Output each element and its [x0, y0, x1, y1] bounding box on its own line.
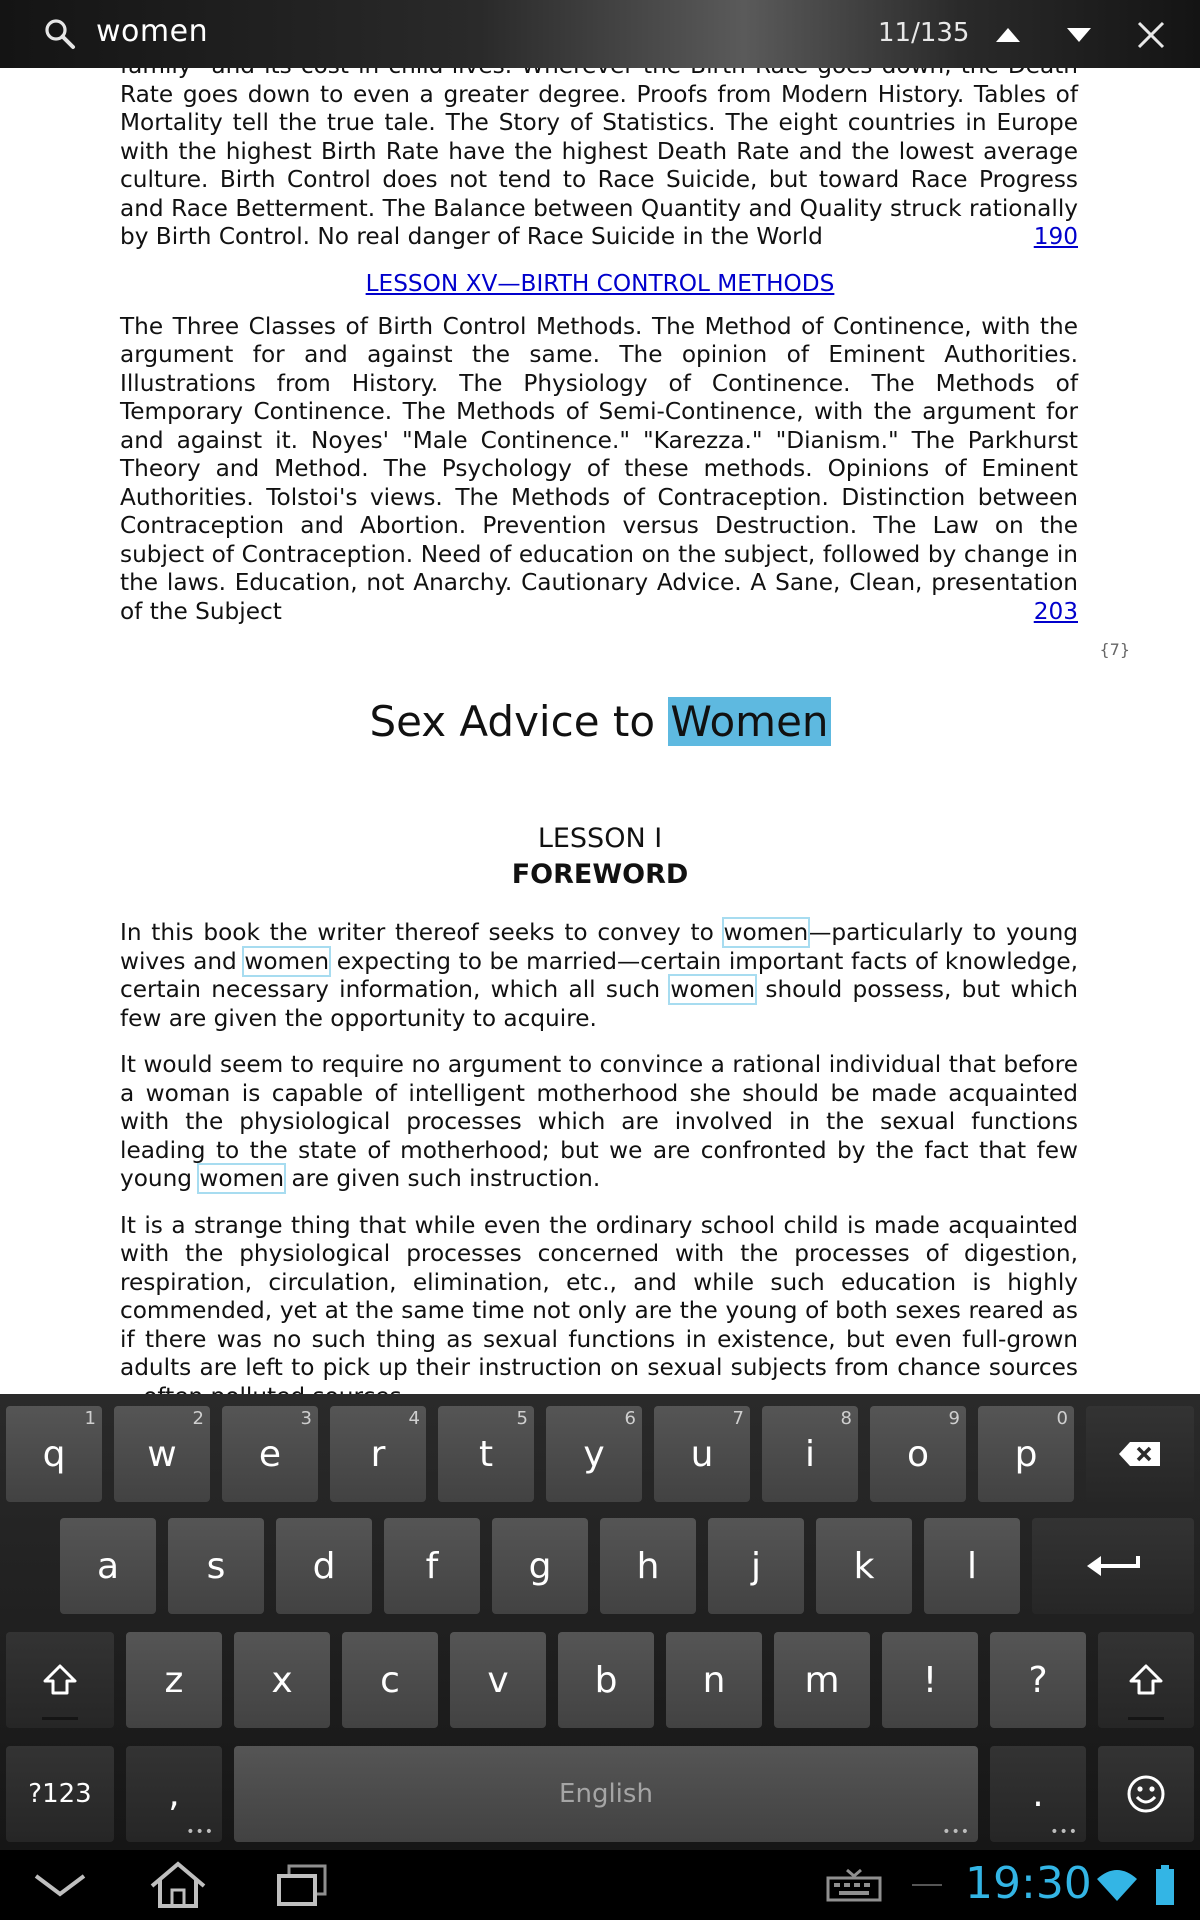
backspace-key[interactable] [1086, 1406, 1194, 1502]
current-search-match: Women [670, 697, 829, 746]
key-t[interactable] [438, 1406, 534, 1502]
more-keys-dots: ••• [942, 1824, 970, 1840]
key-exclamation[interactable]: ! [882, 1632, 978, 1728]
lesson14-summary [120, 52, 1078, 252]
recent-apps-button[interactable] [270, 1860, 334, 1910]
key-k[interactable]: k [816, 1518, 912, 1614]
key-hint: 4 [408, 1408, 420, 1429]
key-label: i [804, 1433, 815, 1475]
key-e[interactable] [222, 1406, 318, 1502]
enter-arrow-icon [1085, 1550, 1141, 1582]
key-label: w [147, 1433, 177, 1475]
book-title [0, 697, 1200, 757]
hide-keyboard-button[interactable] [28, 1860, 92, 1910]
paragraph-text: It would seem to require no argument to convince a rational individual that before a woman is capable of intelligent motherhood she should be made acquainted with the physiological processes which are involved in the sexual functions leading to the state of motherhood; but we are confronted by the fact that few young [120, 1051, 1078, 1192]
match-counter: 11/135 [878, 18, 970, 48]
key-l[interactable]: l [924, 1518, 1020, 1614]
emoji-key[interactable] [1098, 1746, 1194, 1842]
lesson-number: LESSON I [537, 823, 663, 854]
key-q[interactable] [6, 1406, 102, 1502]
backspace-icon [1118, 1440, 1162, 1468]
key-i[interactable] [762, 1406, 858, 1502]
key-hint: 1 [84, 1408, 96, 1429]
key-c[interactable]: c [342, 1632, 438, 1728]
key-hint: 0 [1056, 1408, 1068, 1429]
chevron-up-icon [993, 25, 1023, 45]
key-u[interactable] [654, 1406, 750, 1502]
paragraph-1 [120, 919, 1078, 1033]
search-match: women [670, 976, 756, 1003]
recent-apps-icon [275, 1862, 329, 1908]
key-label: r [370, 1433, 386, 1475]
key-label: t [478, 1433, 494, 1475]
key-n[interactable]: n [666, 1632, 762, 1728]
key-hint: 6 [624, 1408, 636, 1429]
wifi-icon [1094, 1860, 1140, 1910]
previous-match-button[interactable] [983, 10, 1033, 60]
key-label: e [258, 1433, 282, 1475]
comma-key[interactable] [126, 1746, 222, 1842]
chevron-down-icon [1064, 25, 1094, 45]
lesson14-summary-text: Rate goes down to even a greater degree. Proofs from Modern History. Tables of Mortality tell the true tale. The Story of Statistics. The eight countries in Europe with the highest Birth Rate have the highest Death Rate and the lowest average culture. Birth Control does not tend to Race Suicide, but toward Race Progress and Race Betterment. The Balance between Quantity and Quality struck rationally by Birth Control. No real danger of Race Suicide in the World [120, 80, 1078, 250]
paragraph-text: —particularly to young wives and [120, 919, 1079, 975]
system-navigation-bar [0, 1850, 1200, 1920]
keyboard-status-icon [822, 1860, 886, 1910]
key-r[interactable] [330, 1406, 426, 1502]
key-label: . [1032, 1773, 1044, 1815]
key-w[interactable] [114, 1406, 210, 1502]
chevron-down-icon [32, 1870, 88, 1900]
keyboard-icon [825, 1868, 883, 1902]
key-x[interactable]: x [234, 1632, 330, 1728]
symbols-key[interactable]: ?123 [6, 1746, 114, 1842]
status-divider [912, 1884, 942, 1886]
key-b[interactable]: b [558, 1632, 654, 1728]
search-bar [0, 0, 1200, 68]
key-label: q [42, 1433, 66, 1475]
key-f[interactable]: f [384, 1518, 480, 1614]
home-button[interactable] [146, 1860, 210, 1910]
book-content[interactable] [0, 68, 1200, 1394]
key-label: u [690, 1433, 714, 1475]
enter-key[interactable] [1032, 1518, 1194, 1614]
paragraph-text: expecting to be married—certain important facts of knowledge, certain necessary information, which all such [120, 947, 1078, 1003]
period-key[interactable] [990, 1746, 1086, 1842]
key-label: , [168, 1773, 180, 1815]
key-hint: 8 [840, 1408, 852, 1429]
search-match: women [723, 919, 809, 946]
key-question[interactable]: ? [990, 1632, 1086, 1728]
key-label: o [906, 1433, 930, 1475]
search-icon [42, 16, 78, 52]
search-input[interactable]: women [96, 14, 209, 49]
key-j[interactable]: j [708, 1518, 804, 1614]
key-y[interactable] [546, 1406, 642, 1502]
lesson-name: FOREWORD [511, 859, 689, 890]
next-match-button[interactable] [1054, 10, 1104, 60]
key-hint: 9 [948, 1408, 960, 1429]
more-keys-dots: ••• [1050, 1824, 1078, 1840]
shift-arrow-icon [42, 1663, 78, 1697]
more-keys-dots: ••• [186, 1824, 214, 1840]
page-marker: {7} [1099, 640, 1130, 659]
shift-arrow-icon [1128, 1663, 1164, 1697]
paragraph-text: should possess, but which few are given the opportunity to acquire. [120, 976, 1078, 1032]
key-v[interactable]: v [450, 1632, 546, 1728]
space-key-label: English [559, 1779, 653, 1809]
key-d[interactable]: d [276, 1518, 372, 1614]
smiley-icon [1126, 1774, 1166, 1814]
search-match: women [244, 947, 330, 975]
space-key[interactable] [234, 1746, 978, 1842]
key-m[interactable]: m [774, 1632, 870, 1728]
close-icon [1135, 19, 1167, 51]
key-o[interactable] [870, 1406, 966, 1502]
battery-icon [1150, 1860, 1180, 1910]
lesson15-summary [120, 313, 1078, 627]
page-link-190[interactable]: 190 [1033, 223, 1078, 250]
soft-keyboard [0, 1394, 1200, 1850]
key-hint: 7 [732, 1408, 744, 1429]
paragraph-text: In this book the writer thereof seeks to convey to [120, 919, 724, 946]
close-search-button[interactable] [1126, 10, 1176, 60]
page-link-203[interactable]: 203 [1033, 597, 1078, 625]
lesson15-link[interactable]: LESSON XV—BIRTH CONTROL METHODS [365, 269, 835, 297]
key-g[interactable]: g [492, 1518, 588, 1614]
status-clock: 19:30 [965, 1858, 1092, 1909]
key-label: y [583, 1433, 605, 1475]
key-label: p [1014, 1433, 1038, 1475]
key-hint: 3 [300, 1408, 312, 1429]
key-h[interactable]: h [600, 1518, 696, 1614]
paragraph-text: are given such instruction. [284, 1165, 601, 1192]
paragraph-2 [120, 1051, 1078, 1194]
key-hint: 5 [516, 1408, 528, 1429]
shift-indicator [1128, 1717, 1164, 1720]
paragraph-3: It is a strange thing that while even the ordinary school child is made acquainted with the physiological processes concerned with the processes of digestion, respiration, circulation, elimination, etc., and while such education is highly commended, yet at the same time not only are the young of both sexes reared as if there was no such thing as sexual functions in existence, but even full-grown adults are left to pick up their instruction on sexual subjects from chance sources [120, 1211, 1078, 1381]
shift-key-right[interactable] [1098, 1632, 1194, 1728]
shift-indicator [42, 1717, 78, 1720]
key-z[interactable]: z [126, 1632, 222, 1728]
key-hint: 2 [192, 1408, 204, 1429]
key-s[interactable]: s [168, 1518, 264, 1614]
key-p[interactable] [978, 1406, 1074, 1502]
key-a[interactable]: a [60, 1518, 156, 1614]
shift-key-left[interactable] [6, 1632, 114, 1728]
home-icon [148, 1860, 208, 1910]
search-match: women [199, 1165, 285, 1192]
lesson15-summary-text: The Three Classes of Birth Control Methods. The Method of Continence, with the argument for and against the same. The opinion of Eminent Authorities. Illustrations from History. The Physiology of Continence. The Methods of Temporary Continence. The Methods of Semi-Continence, with the argument for and against it. Noyes' "Male Continence." "Karezza." "Dianism." The Parkhurst Theory and Method. The Psychology of these methods. Opinions of Eminent Authorities. Tolstoi's views. The Methods of Contraception. Distinction between Contraception and Abortion. Prevention versus Destruction. The Law on the subject of Contraception. Need of education on the subject, followed by change in the laws. Education, not Anarchy. Cautionary Advice. A Sane, Clean, presentation of the Subject [120, 312, 1078, 625]
book-title-prefix: Sex Advice to [369, 697, 669, 746]
